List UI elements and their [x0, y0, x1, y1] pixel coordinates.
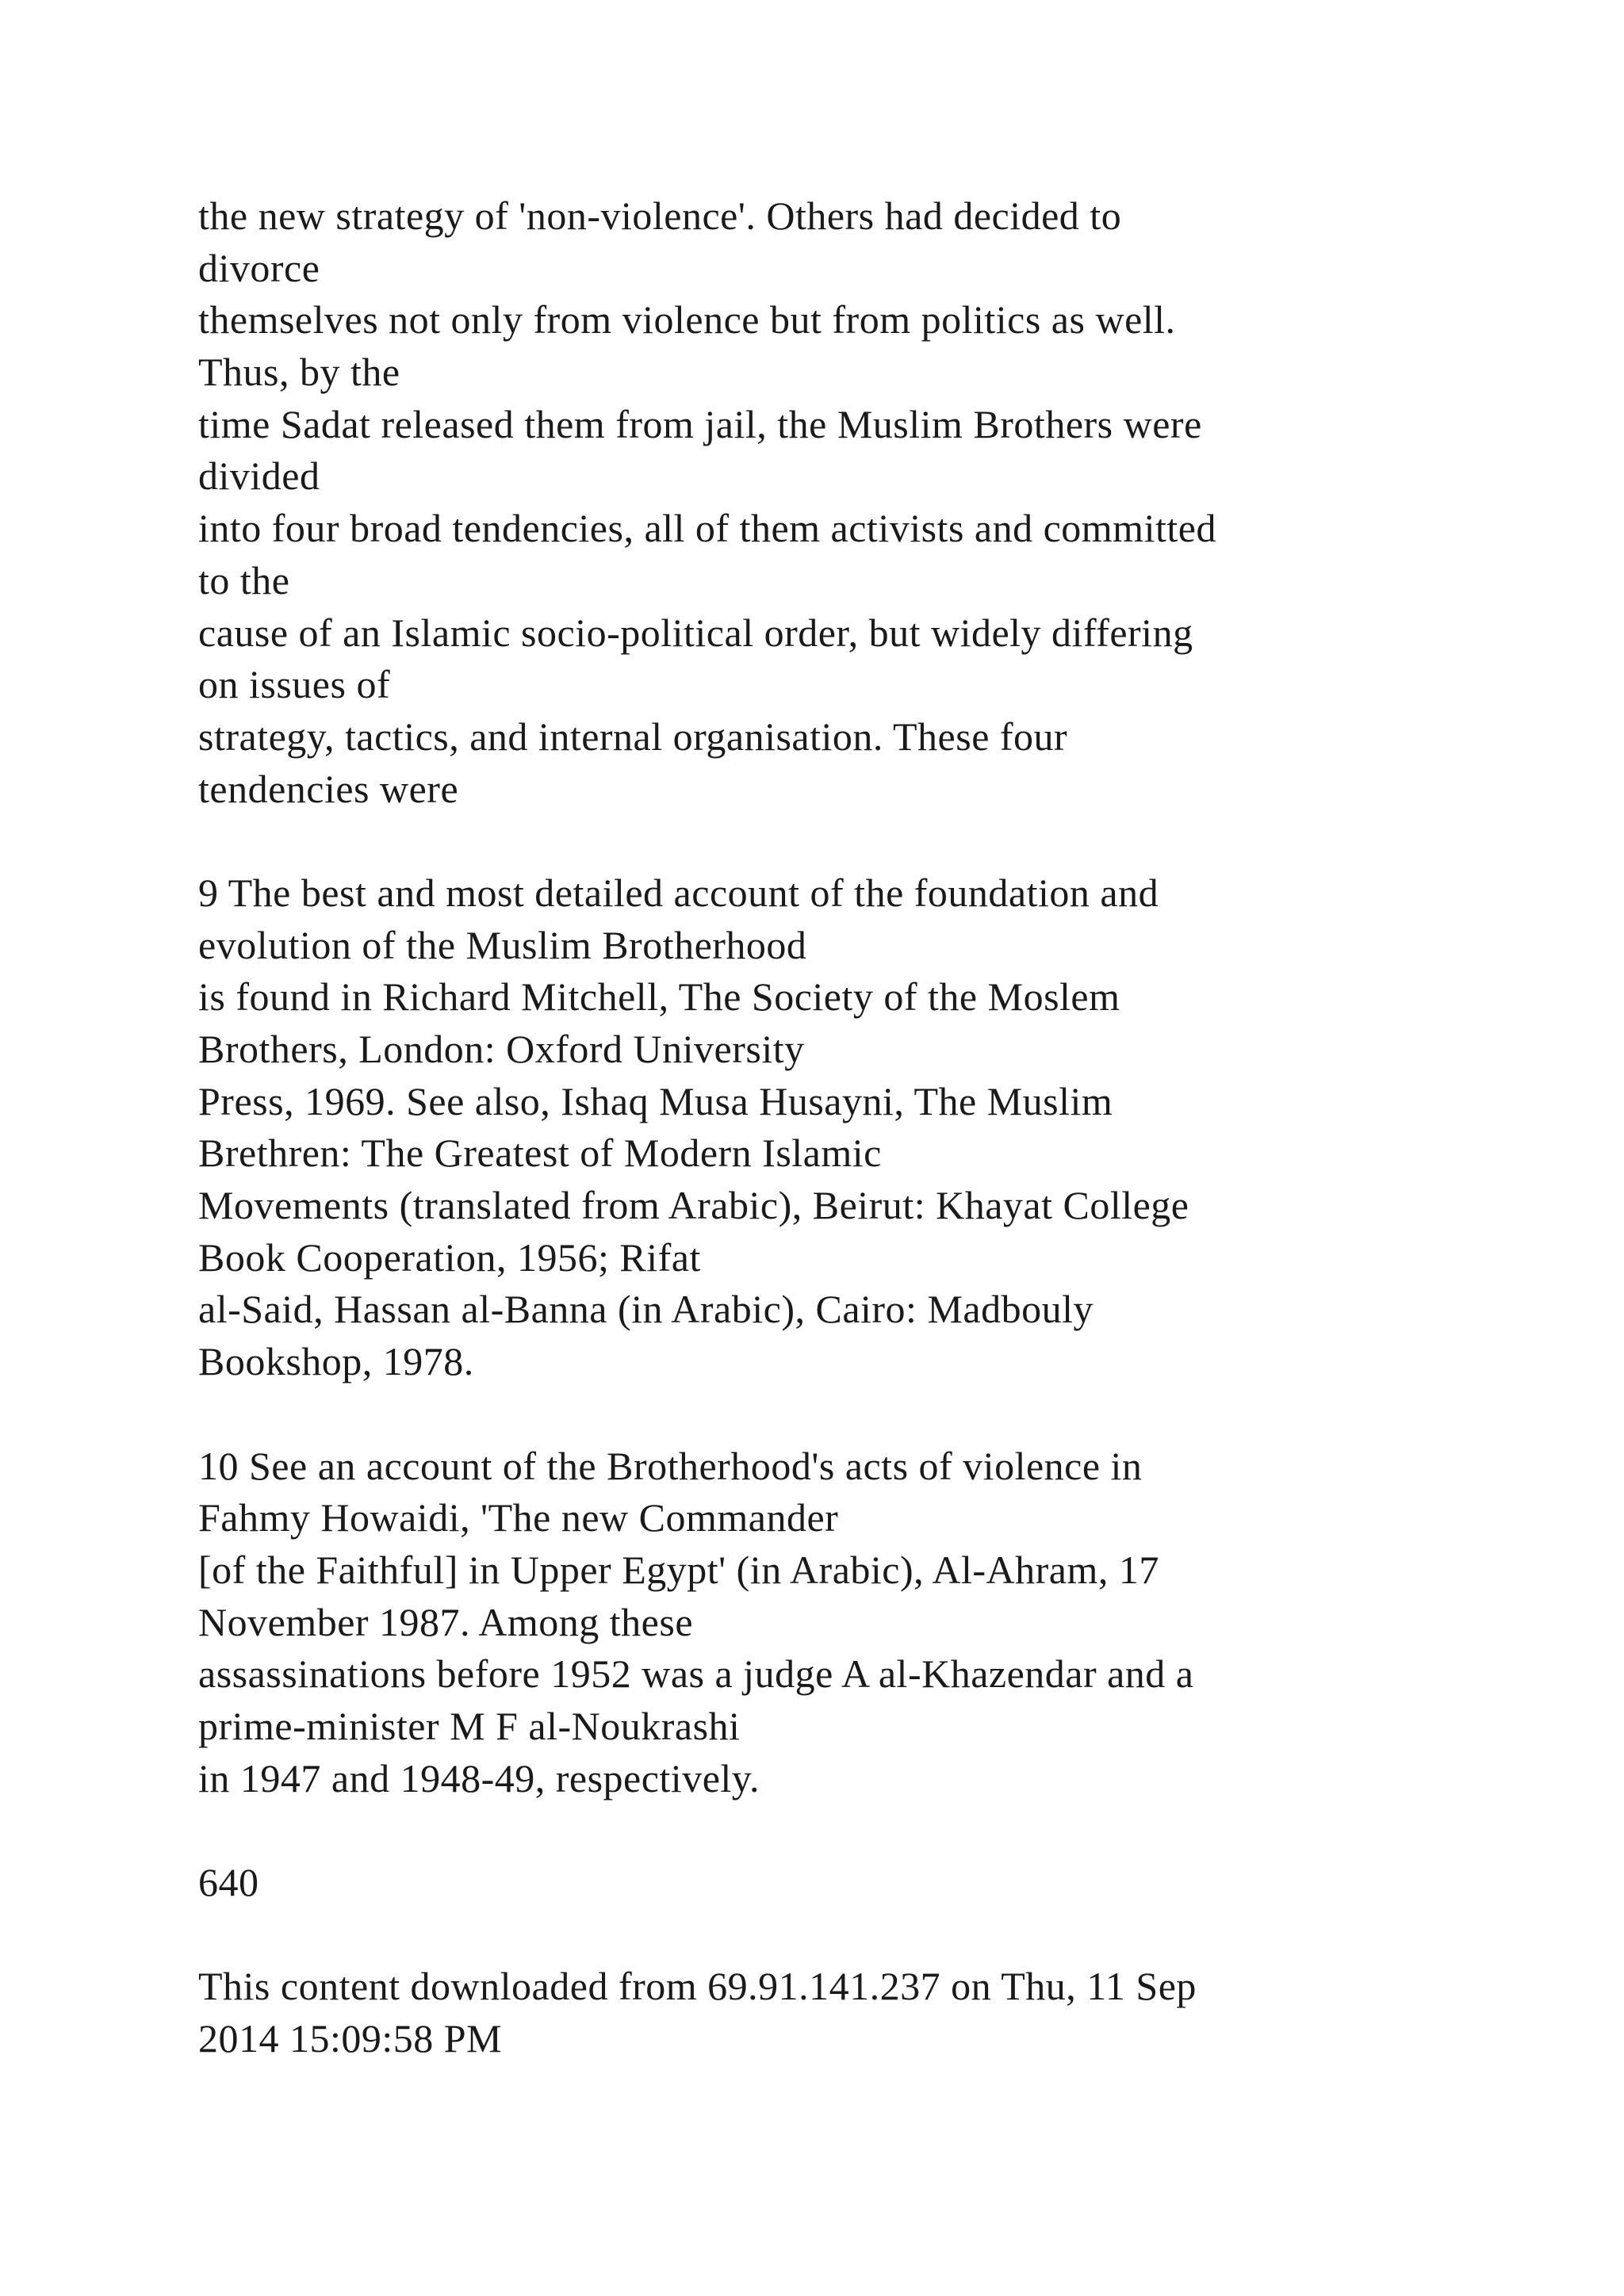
paragraph-gap: [198, 815, 1435, 867]
paragraph-gap: [198, 1388, 1435, 1441]
footnote-line: Brothers, London: Oxford University: [198, 1027, 805, 1071]
footnote-line: Movements (translated from Arabic), Beirut: Khayat College: [198, 1183, 1189, 1228]
footnote-10: [198, 1441, 1435, 1805]
footnote-line: 10 See an account of the Brotherhood's acts of violence in: [198, 1443, 1143, 1488]
footnote-line: Press, 1969. See also, Ishaq Musa Husayni, The Muslim: [198, 1078, 1113, 1123]
footnote-line: November 1987. Among these: [198, 1599, 694, 1644]
text-line: divorce: [198, 245, 320, 290]
text-line: to the: [198, 557, 290, 603]
paragraph-gap: [198, 1804, 1435, 1857]
paragraph-gap: [198, 1909, 1435, 1961]
notice-line: This content downloaded from 69.91.141.237 on Thu, 11 Sep: [198, 1964, 1197, 2009]
footnote-line: assassinations before 1952 was a judge A al-Khazendar and a: [198, 1651, 1194, 1697]
text-line: time Sadat released them from jail, the Muslim Brothers were: [198, 401, 1202, 446]
footnote-line: prime-minister M F al-Noukrashi: [198, 1703, 741, 1748]
text-line: the new strategy of 'non-violence'. Others had decided to: [198, 193, 1122, 238]
footnote-line: 9 The best and most detailed account of the foundation and: [198, 870, 1159, 915]
footnote-line: [of the Faithful] in Upper Egypt' (in Arabic), Al-Ahram, 17: [198, 1547, 1159, 1592]
notice-line: 2014 15:09:58 PM: [198, 2016, 503, 2061]
text-line: Thus, by the: [198, 350, 400, 395]
text-line: cause of an Islamic socio-political order, but widely differing: [198, 610, 1193, 655]
footnote-line: in 1947 and 1948-49, respectively.: [198, 1755, 760, 1800]
text-line: divided: [198, 453, 320, 499]
footnote-line: Brethren: The Greatest of Modern Islamic: [198, 1131, 882, 1176]
footnote-9: [198, 867, 1435, 1388]
download-notice: [198, 1961, 1435, 2064]
footnote-line: Fahmy Howaidi, 'The new Commander: [198, 1495, 839, 1540]
text-line: tendencies were: [198, 766, 459, 811]
text-line: into four broad tendencies, all of them activists and committed: [198, 506, 1216, 551]
page-number: 640: [198, 1860, 259, 1904]
text-line: themselves not only from violence but from politics as well.: [198, 297, 1176, 342]
text-line: on issues of: [198, 662, 391, 707]
text-line: strategy, tactics, and internal organisation. These four: [198, 714, 1068, 759]
body-paragraph: [198, 190, 1435, 815]
page-text: [198, 190, 1435, 2065]
footnote-line: Book Cooperation, 1956; Rifat: [198, 1234, 701, 1280]
footnote-line: evolution of the Muslim Brotherhood: [198, 922, 807, 967]
footnote-line: Bookshop, 1978.: [198, 1339, 474, 1384]
footnote-line: al-Said, Hassan al-Banna (in Arabic), Cairo: Madbouly: [198, 1287, 1094, 1332]
footnote-line: is found in Richard Mitchell, The Society of the Moslem: [198, 974, 1120, 1020]
